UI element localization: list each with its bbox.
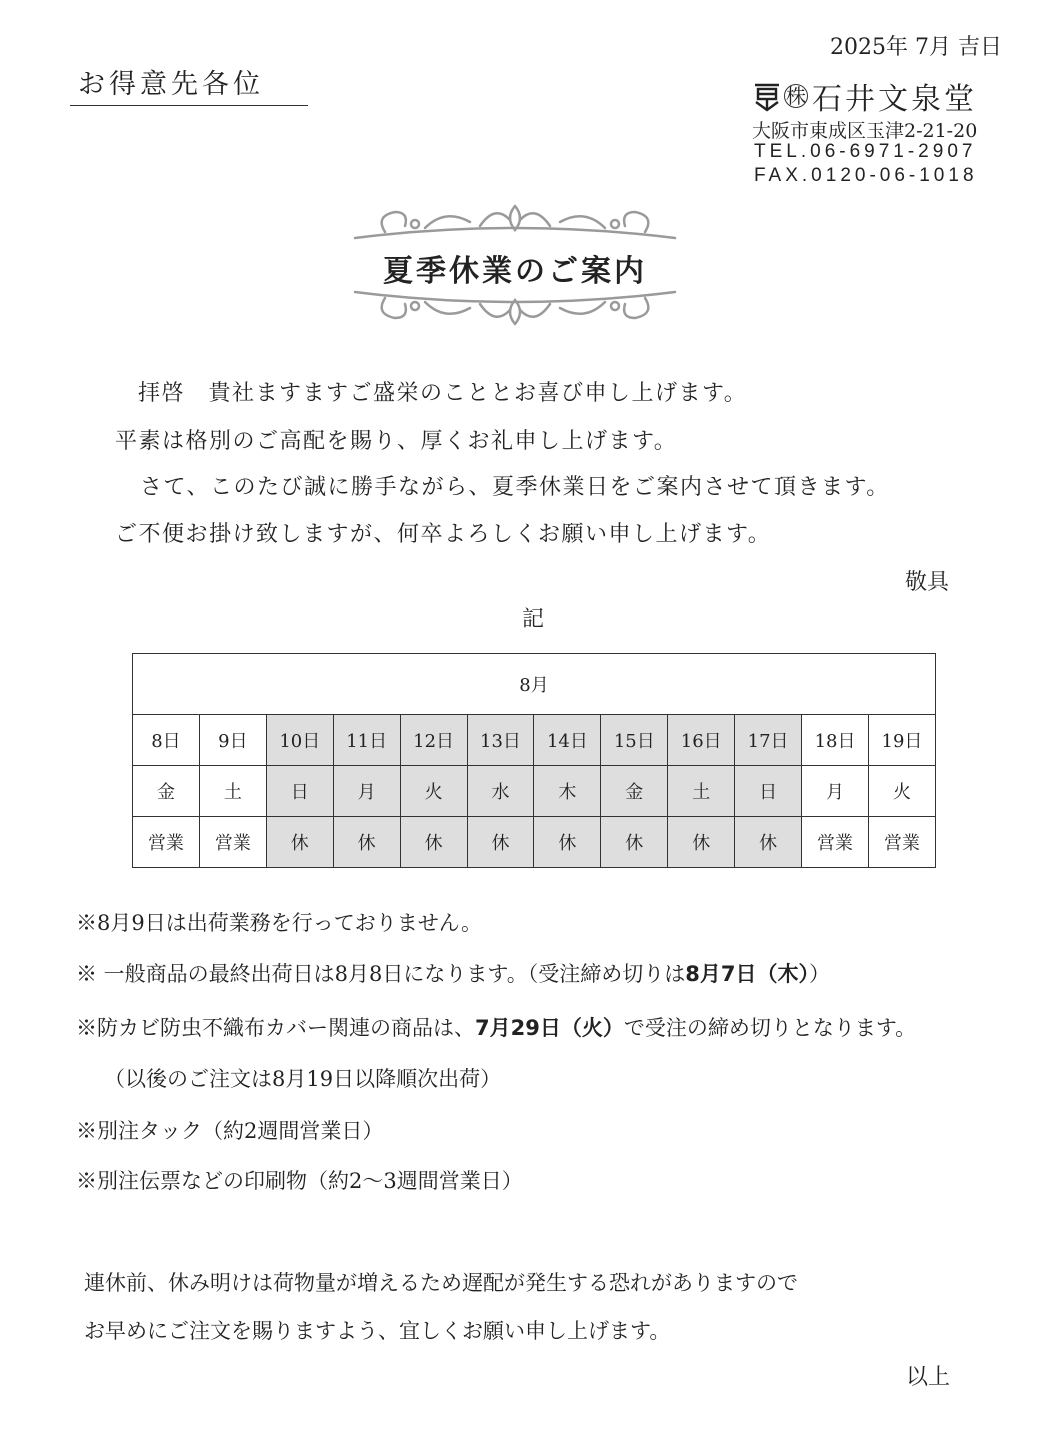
calendar-weekday-cell: 金 <box>601 766 668 817</box>
calendar-date-cell: 14日 <box>534 715 601 766</box>
company-name-block <box>752 74 977 118</box>
note-shipping-aug9: ※8月9日は出荷業務を行っておりません。 <box>76 911 482 935</box>
calendar-weekday-cell: 火 <box>868 766 935 817</box>
body-line-4: ご不便お掛け致しますが、何卒よろしくお願い申し上げます。 <box>115 522 772 547</box>
calendar-status-cell: 営業 <box>868 817 935 868</box>
issue-date: 2025年 7月 吉日 <box>830 35 1002 60</box>
body-line-1: 拝啓 貴社ますますご盛栄のこととお喜び申し上げます。 <box>138 381 748 406</box>
calendar-date-cell: 10日 <box>266 715 333 766</box>
closing-line-2: お早めにご注文を賜りますよう、宜しくお願い申し上げます。 <box>84 1319 671 1343</box>
calendar-weekday-cell: 月 <box>333 766 400 817</box>
note-last-shipping-close: ） <box>808 962 830 986</box>
calendar-date-row <box>133 715 936 766</box>
calendar-date-cell: 9日 <box>199 715 266 766</box>
calendar-status-cell: 休 <box>735 817 802 868</box>
calendar-weekday-cell: 日 <box>266 766 333 817</box>
closing-ijou: 以上 <box>906 1365 951 1390</box>
note-custom-tack: ※別注タック（約2週間営業日） <box>76 1119 384 1143</box>
calendar-weekday-cell: 土 <box>199 766 266 817</box>
company-fax: FAX.0120-06-1018 <box>754 165 978 186</box>
company-logo-icon <box>752 80 782 112</box>
ornament-top <box>345 198 685 246</box>
calendar-weekday-cell: 月 <box>802 766 869 817</box>
calendar-date-cell: 8日 <box>133 715 200 766</box>
calendar-weekday-cell: 土 <box>668 766 735 817</box>
calendar-date-cell: 15日 <box>601 715 668 766</box>
calendar-date-cell: 17日 <box>735 715 802 766</box>
order-deadline-general: 8月7日（木） <box>685 962 809 986</box>
body-line-2: 平素は格別のご高配を賜り、厚くお礼申し上げます。 <box>115 429 678 454</box>
calendar-status-cell: 休 <box>534 817 601 868</box>
note-custom-print: ※別注伝票などの印刷物（約2～3週間営業日） <box>76 1169 523 1193</box>
addressee: お得意先各位 <box>70 62 308 106</box>
calendar-status-cell: 営業 <box>199 817 266 868</box>
calendar-status-cell: 営業 <box>802 817 869 868</box>
calendar-month: 8月 <box>133 654 936 715</box>
calendar-date-cell: 16日 <box>668 715 735 766</box>
note-last-shipping <box>76 958 830 988</box>
calendar-status-cell: 休 <box>668 817 735 868</box>
company-address: 大阪市東成区玉津2-21-20 <box>752 120 978 142</box>
calendar-status-row <box>133 817 936 868</box>
calendar-status-cell: 営業 <box>133 817 200 868</box>
calendar-status-cell: 休 <box>266 817 333 868</box>
note-cover-products <box>76 1012 916 1042</box>
note-later-orders: （以後のご注文は8月19日以降順次出荷） <box>104 1067 502 1091</box>
calendar-weekday-cell: 木 <box>534 766 601 817</box>
note-cover-products-end: で受注の締め切りとなります。 <box>623 1016 917 1040</box>
calendar-weekday-cell: 火 <box>400 766 467 817</box>
calendar-status-cell: 休 <box>400 817 467 868</box>
page-title: 夏季休業のご案内 <box>383 254 647 289</box>
calendar-date-cell: 13日 <box>467 715 534 766</box>
calendar-weekday-cell: 水 <box>467 766 534 817</box>
calendar-weekday-row <box>133 766 936 817</box>
closing-keigu: 敬具 <box>905 570 950 595</box>
closing-line-1: 連休前、休み明けは荷物量が増えるため遅配が発生する恐れがありますので <box>84 1271 798 1295</box>
ki-marker: 記 <box>522 607 545 632</box>
order-deadline-cover: 7月29日（火） <box>475 1016 624 1040</box>
company-kabu-mark: 株 <box>786 84 806 108</box>
calendar-status-cell: 休 <box>601 817 668 868</box>
calendar-status-cell: 休 <box>333 817 400 868</box>
note-last-shipping-text: ※ 一般商品の最終出荷日は8月8日になります。（受注締め切りは <box>76 962 686 986</box>
company-tel: TEL.06-6971-2907 <box>754 141 977 162</box>
company-name: 石井文泉堂 <box>812 82 977 117</box>
calendar-date-cell: 19日 <box>868 715 935 766</box>
calendar-status-cell: 休 <box>467 817 534 868</box>
note-cover-products-text: ※防カビ防虫不織布カバー関連の商品は、 <box>76 1016 475 1040</box>
calendar-weekday-cell: 金 <box>133 766 200 817</box>
holiday-calendar <box>132 653 936 868</box>
body-line-3: さて、このたび誠に勝手ながら、夏季休業日をご案内させて頂きます。 <box>140 475 890 500</box>
ornament-bottom <box>345 288 685 336</box>
calendar-date-cell: 18日 <box>802 715 869 766</box>
calendar-weekday-cell: 日 <box>735 766 802 817</box>
calendar-date-cell: 11日 <box>333 715 400 766</box>
calendar-date-cell: 12日 <box>400 715 467 766</box>
